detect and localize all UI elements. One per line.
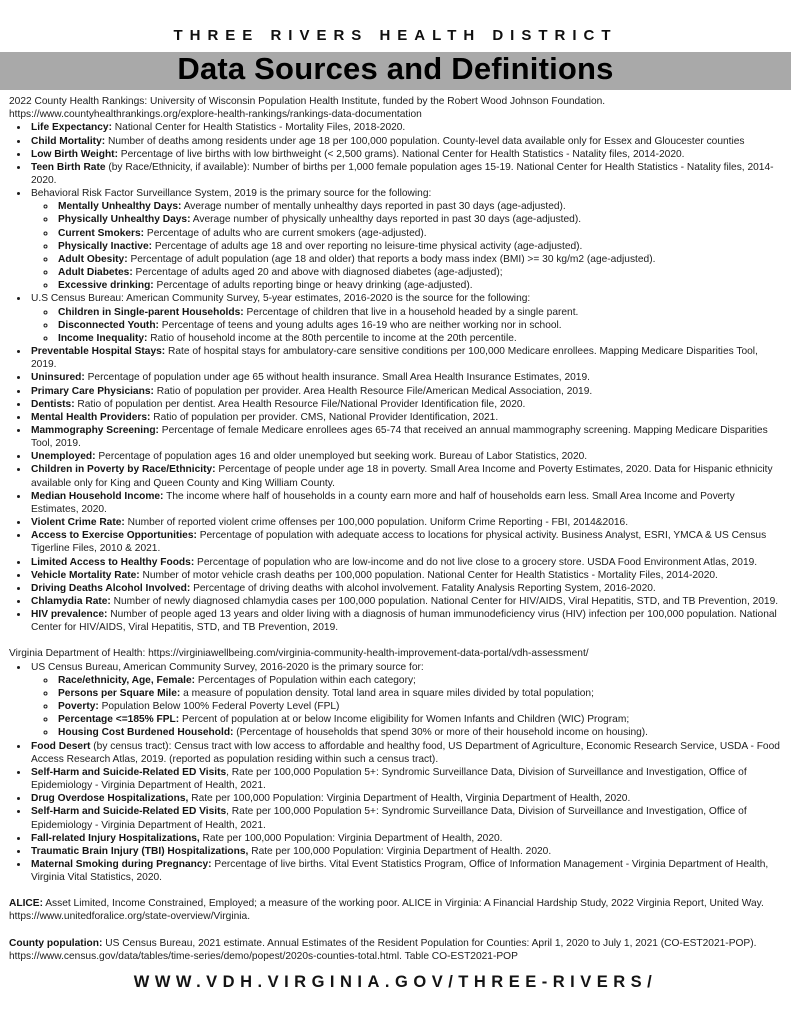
definition-term: Traumatic Brain Injury (TBI) Hospitalizations, bbox=[31, 845, 249, 857]
definition-term: Poverty: bbox=[58, 701, 99, 713]
definition-item: ◦ Housing Cost Burdened Household: (Percentage of households that spend 30% or more of their household income on housing). bbox=[56, 726, 782, 739]
definition-item: • Primary Care Physicians: Ratio of population per provider. Area Health Resource File/American Medical Association, 2019. bbox=[29, 385, 782, 398]
definition-term: Child Mortality: bbox=[31, 135, 106, 147]
definition-term: Self-Harm and Suicide-Related ED Visits bbox=[31, 806, 227, 818]
definition-term: Disconnected Youth: bbox=[58, 319, 159, 331]
definition-item: ◦ Poverty: Population Below 100% Federal Poverty Level (FPL) bbox=[56, 700, 782, 713]
definition-item: • Life Expectancy: National Center for Health Statistics - Mortality Files, 2018-2020. bbox=[29, 121, 782, 134]
definition-term: Children in Poverty by Race/Ethnicity: bbox=[31, 464, 216, 476]
definition-term: Physically Inactive: bbox=[58, 240, 153, 252]
definition-item: ◦ Income Inequality: Ratio of household income at the 80th percentile to income at the 20th percentile. bbox=[56, 332, 782, 345]
district-header: THREE RIVERS HEALTH DISTRICT bbox=[173, 27, 618, 44]
definition-item: • Vehicle Mortality Rate: Number of motor vehicle crash deaths per 100,000 population. National Center for Health Statistics - Mortality Files, 2014-2020. bbox=[29, 569, 782, 582]
definition-term: Self-Harm and Suicide-Related ED Visits bbox=[31, 766, 227, 778]
definition-term: Drug Overdose Hospitalizations, bbox=[31, 793, 189, 805]
definition-term: Race/ethnicity, Age, Female: bbox=[58, 674, 196, 686]
definition-item: ◦ Physically Unhealthy Days: Average number of physically unhealthy days reported in past 30 days (age-adjusted). bbox=[56, 213, 782, 226]
definition-term: Maternal Smoking during Pregnancy: bbox=[31, 858, 212, 870]
definition-item: • Food Desert (by census tract): Census tract with low access to affordable and healthy food, US Department of Agriculture, Economic Research Service, USDA - Food Access Research Atlas, 2019. (reported as population residing within such a census tract). bbox=[29, 740, 782, 766]
source-section-1 bbox=[9, 95, 782, 634]
definition-term: Physically Unhealthy Days: bbox=[58, 214, 191, 226]
footer-url: WWW.VDH.VIRGINIA.GOV/THREE-RIVERS/ bbox=[133, 972, 658, 991]
footnote-paragraph: County population: US Census Bureau, 2021 estimate. Annual Estimates of the Resident Population for Counties: April 1, 2020 to July 1, 2021 (CO-EST2021-POP). https://www.census.gov/data/tables/time-series/demo/popest/2020s-counties-total.html. Table CO-EST2021-POP bbox=[9, 937, 757, 962]
definition-item: • Dentists: Ratio of population per dentist. Area Health Resource File/National Provider Identification file, 2020. bbox=[29, 398, 782, 411]
definition-term: Vehicle Mortality Rate: bbox=[31, 569, 140, 581]
definition-item: • U.S Census Bureau: American Community Survey, 5-year estimates, 2016-2020 is the source for the following: ◦ Children in Single-parent Households: Percentage of children that live in a household headed by a single parent. ◦ Disconnected Youth: Percentage of teens and young adults ages 16-19 who are neither working nor in school. ◦ Income Inequality: Ratio of household income at the 80th percentile to income at the 20th percentile. bbox=[29, 292, 782, 345]
footnote-term: County population: bbox=[9, 937, 103, 949]
definition-item: • Fall-related Injury Hospitalizations, Rate per 100,000 Population: Virginia Department of Health, 2020. bbox=[29, 832, 782, 845]
definition-item: • Chlamydia Rate: Number of newly diagnosed chlamydia cases per 100,000 population. National Center for HIV/AIDS, Viral Hepatitis, STD, and TB Prevention, 2019. bbox=[29, 595, 782, 608]
definition-item: ◦ Excessive drinking: Percentage of adults reporting binge or heavy drinking (age-adjusted). bbox=[56, 279, 782, 292]
definition-term: Persons per Square Mile: bbox=[58, 687, 181, 699]
definition-item: • Behavioral Risk Factor Surveillance System, 2019 is the primary source for the following: ◦ Mentally Unhealthy Days: Average number of mentally unhealthy days reported in past 30 days (age-adjusted). ◦ Physically Unhealthy Days: Average number of physically unhealthy days reported in past 30 days (age-adjusted). ◦ Current Smokers: Percentage of adults who are current smokers (age-adjusted). ◦ Physically Inactive: Percentage of adults age 18 and over reporting no leisure-time physical activity (age-adjusted). ◦ Adult Obesity: Percentage of adult population (age 18 and older) that reports a body mass index (BMI) >= 30 kg/m2 (age-adjusted). ◦ Adult Diabetes: Percentage of adults aged 20 and above with diagnosed diabetes (age-adjusted); ◦ Excessive drinking: Percentage of adults reporting binge or heavy drinking (age-adjusted). bbox=[29, 187, 782, 292]
definition-item: • Maternal Smoking during Pregnancy: Percentage of live births. Vital Event Statistics Program, Office of Information Management - Virginia Department of Health, Virginia Vital Statistics, 2020. bbox=[29, 858, 782, 884]
definition-item: ◦ Adult Obesity: Percentage of adult population (age 18 and older) that reports a body mass index (BMI) >= 30 kg/m2 (age-adjusted). bbox=[56, 253, 782, 266]
definition-item: • US Census Bureau, American Community Survey, 2016-2020 is the primary source for: ◦ Race/ethnicity, Age, Female: Percentages of Population within each category; ◦ Persons per Square Mile: a measure of population density. Total land area in square miles divided by total population; ◦ Poverty: Population Below 100% Federal Poverty Level (FPL) ◦ Percentage <=185% FPL: Percent of population at or below Income eligibility for Women Infants and Children (WIC) Program; ◦ Housing Cost Burdened Household: (Percentage of households that spend 30% or more of their household income on housing). bbox=[29, 661, 782, 740]
definition-list-level-1 bbox=[9, 661, 782, 885]
footnote-term: ALICE: bbox=[9, 898, 43, 910]
definition-item: ◦ Percentage <=185% FPL: Percent of population at or below Income eligibility for Women Infants and Children (WIC) Program; bbox=[56, 713, 782, 726]
definition-term: Uninsured: bbox=[31, 372, 85, 384]
definition-term: Teen Birth Rate bbox=[31, 161, 106, 173]
definition-term: Dentists: bbox=[31, 398, 75, 410]
definition-term: Chlamydia Rate: bbox=[31, 596, 111, 607]
definition-item: • Mammography Screening: Percentage of female Medicare enrollees ages 65-74 that received an annual mammography screening. Mapping Medicare Disparities Tool, 2019. bbox=[29, 424, 782, 450]
definition-item: ◦ Race/ethnicity, Age, Female: Percentages of Population within each category; bbox=[56, 674, 782, 687]
definition-term: Excessive drinking: bbox=[58, 280, 154, 292]
definition-term: Fall-related Injury Hospitalizations, bbox=[31, 832, 200, 844]
source-sections bbox=[9, 95, 782, 884]
definition-term: Adult Obesity: bbox=[58, 253, 128, 265]
definition-term: Adult Diabetes: bbox=[58, 267, 133, 279]
definition-item: • Driving Deaths Alcohol Involved: Percentage of driving deaths with alcohol involvement. Fatality Analysis Reporting System, 2016-2020. bbox=[29, 582, 782, 595]
definition-item: ◦ Physically Inactive: Percentage of adults age 18 and over reporting no leisure-time physical activity (age-adjusted). bbox=[56, 240, 782, 253]
definition-item: ◦ Mentally Unhealthy Days: Average number of mentally unhealthy days reported in past 30 days (age-adjusted). bbox=[56, 200, 782, 213]
definition-item: ◦ Children in Single-parent Households: Percentage of children that live in a household headed by a single parent. bbox=[56, 306, 782, 319]
definition-item: • Drug Overdose Hospitalizations, Rate per 100,000 Population: Virginia Department of Health, Virginia Department of Health, 2020. bbox=[29, 792, 782, 805]
section-intro-line: 2022 County Health Rankings: University of Wisconsin Population Health Institute, funded by the Robert Wood Johnson Foundation. bbox=[9, 96, 606, 108]
definition-item: • Teen Birth Rate (by Race/Ethnicity, if available): Number of births per 1,000 female population ages 15-19. National Center for Health Statistics - Natality files, 2014-2020. bbox=[29, 161, 782, 187]
definition-term: Housing Cost Burdened Household: bbox=[58, 727, 234, 739]
definition-item: • Traumatic Brain Injury (TBI) Hospitalizations, Rate per 100,000 Population: Virginia Department of Health. 2020. bbox=[29, 845, 782, 858]
content bbox=[0, 90, 791, 963]
definition-item: • Self-Harm and Suicide-Related ED Visits, Rate per 100,000 Population 5+: Syndromic Surveillance Data, Division of Surveillance and Investigation, Office of Epidemiology - Virginia Department of Health, 2021. bbox=[29, 805, 782, 831]
definition-item: • Access to Exercise Opportunities: Percentage of population with adequate access to locations for physical activity. Business Analyst, ESRI, YMCA & US Census Tigerline Files, 2010 & 2021. bbox=[29, 529, 782, 555]
definition-term: Violent Crime Rate: bbox=[31, 517, 125, 529]
definition-term: Access to Exercise Opportunities: bbox=[31, 530, 197, 542]
footnotes bbox=[9, 897, 782, 963]
definition-term: Life Expectancy: bbox=[31, 122, 112, 134]
definition-list-level-2 bbox=[31, 200, 782, 292]
footnote-paragraph: ALICE: Asset Limited, Income Constrained, Employed; a measure of the working poor. ALICE in Virginia: A Financial Hardship Study, 2022 Virginia Report, United Way. https://www.unitedforalice.org/state-overview/Virginia. bbox=[9, 898, 764, 923]
definition-term: Preventable Hospital Stays: bbox=[31, 346, 166, 358]
definition-term: Median Household Income: bbox=[31, 490, 164, 502]
definition-item: • Child Mortality: Number of deaths among residents under age 18 per 100,000 population. County-level data available only for Essex and Gloucester counties bbox=[29, 135, 782, 148]
definition-term: Income Inequality: bbox=[58, 332, 148, 344]
definition-list-level-2 bbox=[31, 306, 782, 345]
definition-item: ◦ Persons per Square Mile: a measure of population density. Total land area in square miles divided by total population; bbox=[56, 687, 782, 700]
definition-item: • Self-Harm and Suicide-Related ED Visits, Rate per 100,000 Population 5+: Syndromic Surveillance Data, Division of Surveillance and Investigation, Office of Epidemiology - Virginia Department of Health, 2021. bbox=[29, 766, 782, 792]
definition-list-level-1 bbox=[9, 121, 782, 634]
definition-item: • Uninsured: Percentage of population under age 65 without health insurance. Small Area Health Insurance Estimates, 2019. bbox=[29, 371, 782, 384]
definition-item: ◦ Disconnected Youth: Percentage of teens and young adults ages 16-19 who are neither working nor in school. bbox=[56, 319, 782, 332]
definition-term: Current Smokers: bbox=[58, 227, 145, 239]
definition-term: Mental Health Providers: bbox=[31, 411, 151, 423]
definition-item: • Unemployed: Percentage of population ages 16 and older unemployed but seeking work. Bureau of Labor Statistics, 2020. bbox=[29, 450, 782, 463]
definition-term: Limited Access to Healthy Foods: bbox=[31, 556, 195, 568]
definition-list-level-2 bbox=[31, 674, 782, 740]
definition-item: • Violent Crime Rate: Number of reported violent crime offenses per 100,000 population. Uniform Crime Reporting - FBI, 2014&2016. bbox=[29, 516, 782, 529]
definition-item: • Children in Poverty by Race/Ethnicity: Percentage of people under age 18 in poverty. Small Area Income and Poverty Estimates, 2020. Data for Hispanic ethnicity available only for King and Queen County and King William County. bbox=[29, 463, 782, 489]
definition-term: Unemployed: bbox=[31, 451, 96, 463]
definition-item: ◦ Adult Diabetes: Percentage of adults aged 20 and above with diagnosed diabetes (age-adjusted); bbox=[56, 266, 782, 279]
definition-term: HIV prevalence: bbox=[31, 609, 108, 621]
definition-term: Food Desert bbox=[31, 740, 91, 752]
definition-term: Mentally Unhealthy Days: bbox=[58, 201, 182, 213]
page-title: Data Sources and Definitions bbox=[177, 51, 614, 87]
source-section-2 bbox=[9, 647, 782, 884]
title-band bbox=[0, 52, 791, 90]
definition-item: • Preventable Hospital Stays: Rate of hospital stays for ambulatory-care sensitive conditions per 100,000 Medicare enrollees. Mapping Medicare Disparities Tool, 2019. bbox=[29, 345, 782, 371]
definition-item: ◦ Current Smokers: Percentage of adults who are current smokers (age-adjusted). bbox=[56, 227, 782, 240]
definition-term: Primary Care Physicians: bbox=[31, 385, 154, 397]
section-intro-line: Virginia Department of Health: https://virginiawellbeing.com/virginia-community-health-improvement-data-portal/vdh-assessment/ bbox=[9, 648, 589, 660]
definition-term: Mammography Screening: bbox=[31, 424, 159, 436]
definition-term: Percentage <=185% FPL: bbox=[58, 714, 180, 726]
definition-item: • Mental Health Providers: Ratio of population per provider. CMS, National Provider Identification, 2021. bbox=[29, 411, 782, 424]
definition-term: Children in Single-parent Households: bbox=[58, 306, 244, 318]
definition-item: • Median Household Income: The income where half of households in a county earn more and half of households earn less. Small Area Income and Poverty Estimates, 2020. bbox=[29, 490, 782, 516]
definition-item: • HIV prevalence: Number of people aged 13 years and older living with a diagnosis of human immunodeficiency virus (HIV) infection per 100,000 population. National Center for HIV/AIDS, Viral Hepatitis, STD, and TB Prevention, 2019. bbox=[29, 608, 782, 634]
definition-item: • Limited Access to Healthy Foods: Percentage of population who are low-income and do not live close to a grocery store. USDA Food Environment Atlas, 2019. bbox=[29, 556, 782, 569]
definition-term: Driving Deaths Alcohol Involved: bbox=[31, 582, 191, 594]
definition-item: • Low Birth Weight: Percentage of live births with low birthweight (< 2,500 grams). National Center for Health Statistics - Natality files, 2014-2020. bbox=[29, 148, 782, 161]
section-intro-line: https://www.countyhealthrankings.org/explore-health-rankings/rankings-data-documentation bbox=[9, 109, 422, 121]
definition-term: Low Birth Weight: bbox=[31, 148, 118, 160]
